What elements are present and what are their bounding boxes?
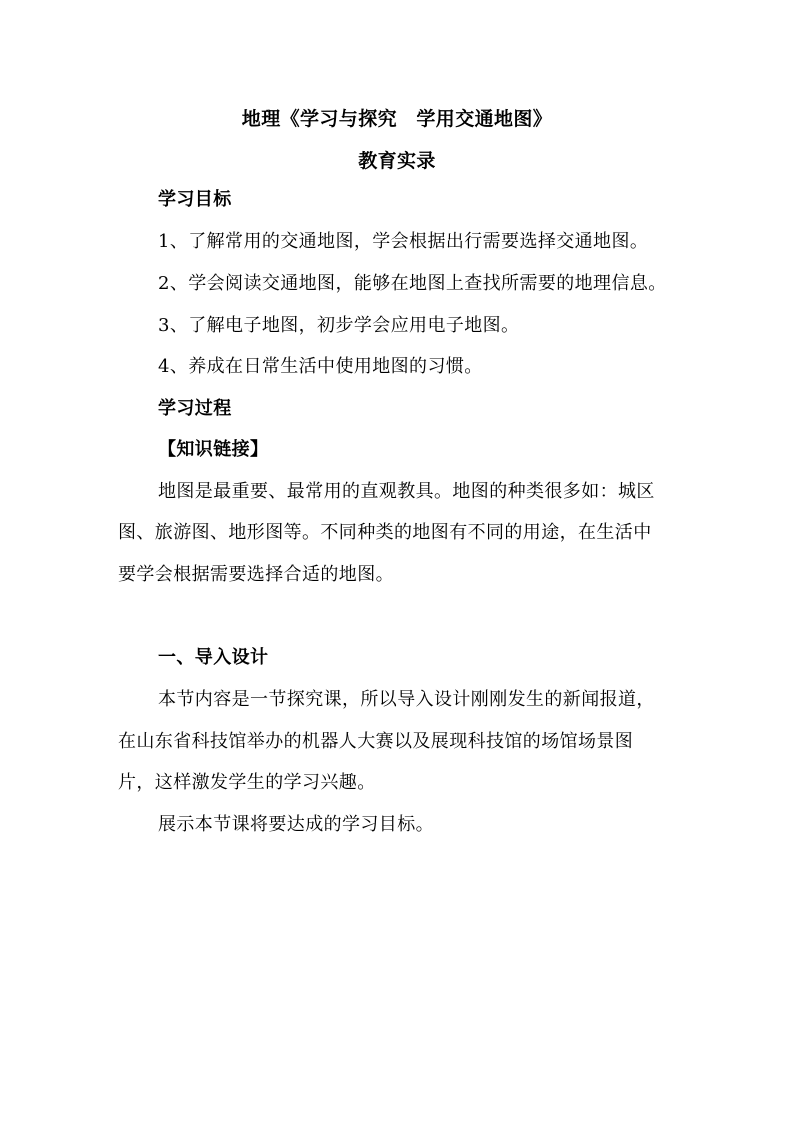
document-subtitle: 教育实录 <box>358 150 436 172</box>
paragraph-line: 要学会根据需要选择合适的地图。 <box>118 564 394 585</box>
goal-item: 3、了解电子地图，初步学会应用电子地图。 <box>158 315 520 336</box>
section-heading-intro: 一、导入设计 <box>158 647 269 668</box>
paragraph-line: 在山东省科技馆举办的机器人大赛以及展现科技馆的场馆场景图 <box>118 731 634 752</box>
paragraph-line: 展示本节课将要达成的学习目标。 <box>158 814 434 835</box>
goals-heading: 学习目标 <box>158 189 232 210</box>
goal-item: 1、了解常用的交通地图，学会根据出行需要选择交通地图。 <box>158 231 649 252</box>
paragraph-line: 地图是最重要、最常用的直观教具。地图的种类很多如：城区 <box>158 481 655 502</box>
goal-item: 4、养成在日常生活中使用地图的习惯。 <box>158 356 483 377</box>
process-heading: 学习过程 <box>158 398 232 419</box>
paragraph-line: 片，这样激发学生的学习兴趣。 <box>118 772 376 793</box>
paragraph-line: 图、旅游图、地形图等。不同种类的地图有不同的用途，在生活中 <box>118 522 652 543</box>
goal-item: 2、学会阅读交通地图，能够在地图上查找所需要的地理信息。 <box>158 273 667 294</box>
knowledge-link-heading: 【知识链接】 <box>158 439 269 460</box>
document-title: 地理《学习与探究 学用交通地图》 <box>241 108 553 130</box>
paragraph-line: 本节内容是一节探究课，所以导入设计刚刚发生的新闻报道， <box>158 689 655 710</box>
